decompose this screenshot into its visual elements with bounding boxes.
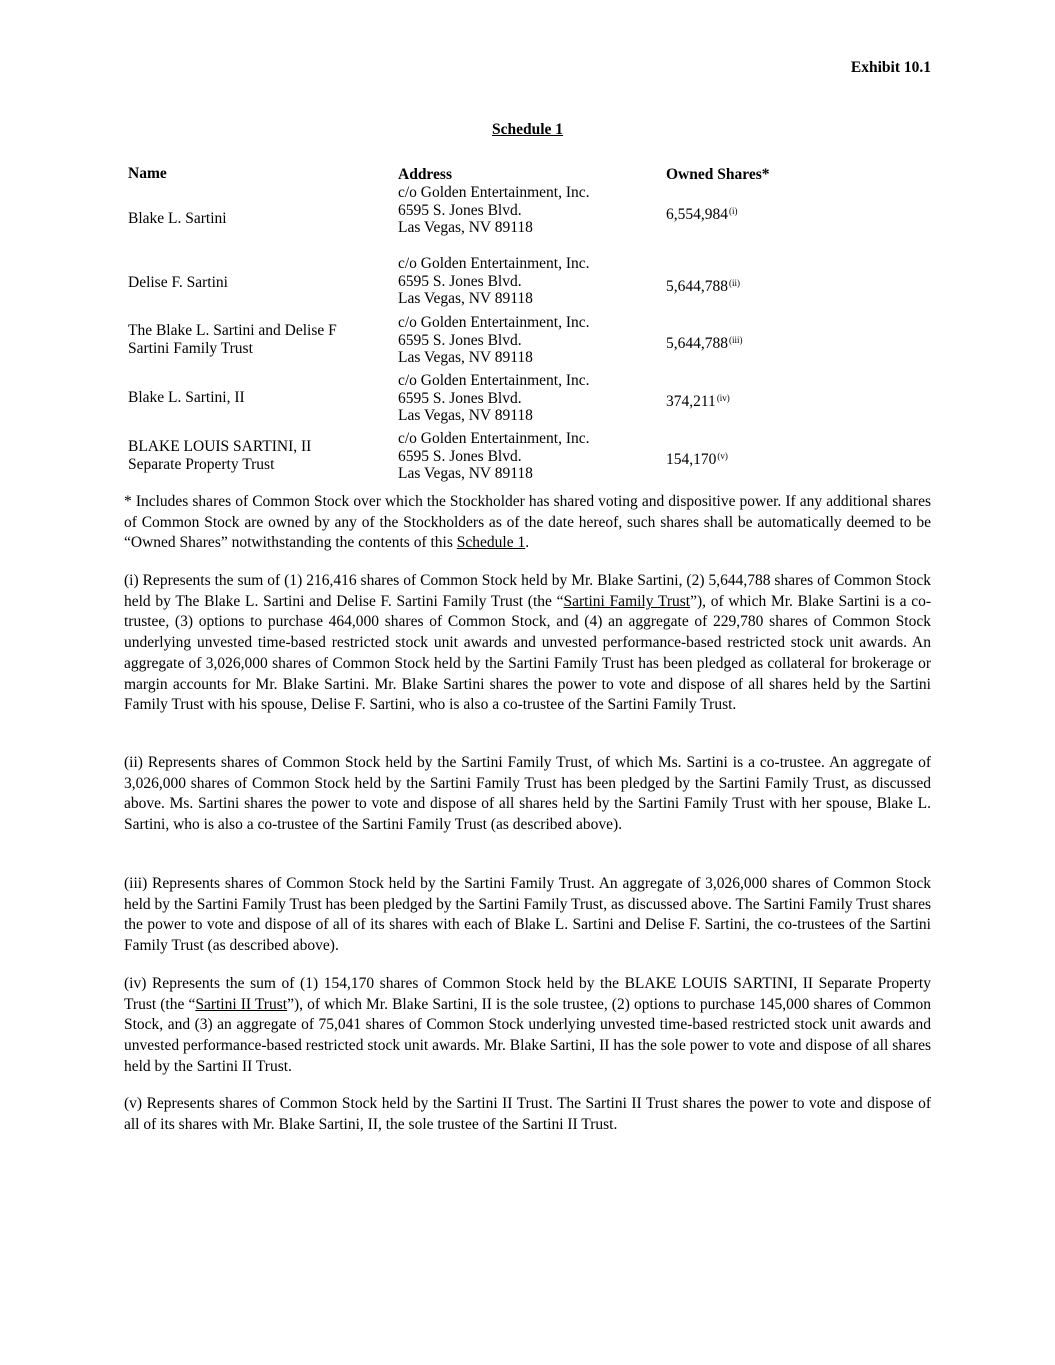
footnote-owned-shares: * Includes shares of Common Stock over which the Stockholder has shared voting and dispositive power. If any additional shares of Common Stock are owned by any of the Stockholders as of the date hereof, such shares shall be automatically deemed to be “Owned Shares” notwithstanding the contents of this Schedule 1. xyxy=(124,493,931,552)
column-header-address: Address xyxy=(398,166,452,183)
footnote-i: (i) Represents the sum of (1) 216,416 shares of Common Stock held by Mr. Blake Sartini, (2) 5,644,788 shares of Common Stock held by The Blake L. Sartini and Delise F. Sartini Family Trust (the “Sartini Family Trust”), of which Mr. Blake Sartini is a co-trustee, (3) options to purchase 464,000 shares of Common Stock, and (4) an aggregate of 229,780 shares of Common Stock underlying unvested time-based restricted stock unit awards and unvested performance-based restricted stock unit awards. An aggregate of 3,026,000 shares of Common Stock held by the Sartini Family Trust has been pledged as collateral for brokerage or margin accounts for Mr. Blake Sartini. Mr. Blake Sartini shares the power to vote and dispose of all shares held by the Sartini Family Trust with his spouse, Delise F. Sartini, who is also a co-trustee of the Sartini Family Trust. xyxy=(124,572,931,714)
defined-term: Sartini Family Trust xyxy=(563,592,691,610)
holder-name: Blake L. Sartini, II xyxy=(128,389,245,406)
footnote-iii: (iii) Represents shares of Common Stock held by the Sartini Family Trust. An aggregate of 3,026,000 shares of Common Stock held by the Sartini Family Trust has been pledged by the Sartini Family Trust, as discussed above. The Sartini Family Trust shares the power to vote and dispose of all of its shares with each of Blake L. Sartini and Delise F. Sartini, the co-trustees of the Sartini Family Trust (as described above). xyxy=(124,875,931,955)
footnote-v: (v) Represents shares of Common Stock held by the Sartini II Trust. The Sartini II Trust shares the power to vote and dispose of all of its shares with Mr. Blake Sartini, II, the sole trustee of the Sartini II Trust. xyxy=(124,1095,931,1133)
owned-shares-value: 6,554,984$^{(i)}$ xyxy=(666,206,738,223)
holder-address: c/o Golden Entertainment, Inc. 6595 S. Jones Blvd. Las Vegas, NV 89118 xyxy=(398,255,590,307)
footnote-ref: (i) xyxy=(729,206,738,216)
owned-shares-value: 374,211$^{(iv)}$ xyxy=(666,393,730,410)
holder-address: c/o Golden Entertainment, Inc. 6595 S. Jones Blvd. Las Vegas, NV 89118 xyxy=(398,184,590,236)
schedule-title: Schedule 1 xyxy=(491,121,564,138)
owned-shares-value: 5,644,788$^{(ii)}$ xyxy=(666,278,740,295)
defined-term: Sartini II Trust xyxy=(195,995,288,1013)
holder-name: The Blake L. Sartini and Delise F Sartini Family Trust xyxy=(128,322,337,357)
footnote-ii: (ii) Represents shares of Common Stock held by the Sartini Family Trust, of which Ms. Sartini is a co-trustee. An aggregate of 3,026,000 shares of Common Stock held by the Sartini Family Trust has been pledged by the Sartini Family Trust, as discussed above. Ms. Sartini shares the power to vote and dispose of all shares held by the Sartini Family Trust with her spouse, Blake L. Sartini, who is also a co-trustee of the Sartini Family Trust (as described above). xyxy=(124,754,931,834)
holder-name: BLAKE LOUIS SARTINI, II Separate Property Trust xyxy=(128,438,312,473)
holder-name: Blake L. Sartini xyxy=(128,210,227,227)
exhibit-label: Exhibit 10.1 xyxy=(850,59,931,76)
footnote-iv: (iv) Represents the sum of (1) 154,170 shares of Common Stock held by the BLAKE LOUIS SARTINI, II Separate Property Trust (the “Sartini II Trust”), of which Mr. Blake Sartini, II is the sole trustee, (2) options to purchase 145,000 shares of Common Stock, and (3) an aggregate of 75,041 shares of Common Stock underlying unvested time-based restricted stock unit awards and unvested performance-based restricted stock unit awards. Mr. Blake Sartini, II has the sole power to vote and dispose of all shares held by the Sartini II Trust. xyxy=(124,975,931,1075)
owned-shares-value: 5,644,788$^{(iii)}$ xyxy=(666,335,743,352)
footnote-ref: (iv) xyxy=(716,393,730,403)
holder-address: c/o Golden Entertainment, Inc. 6595 S. Jones Blvd. Las Vegas, NV 89118 xyxy=(398,372,590,424)
holder-address: c/o Golden Entertainment, Inc. 6595 S. Jones Blvd. Las Vegas, NV 89118 xyxy=(398,314,590,366)
owned-shares-value: 154,170$^{(v)}$ xyxy=(666,451,728,468)
footnote-ref: (v) xyxy=(717,451,728,461)
column-header-name: Name xyxy=(128,165,167,182)
schedule-reference: Schedule 1 xyxy=(456,534,526,552)
holder-address: c/o Golden Entertainment, Inc. 6595 S. Jones Blvd. Las Vegas, NV 89118 xyxy=(398,430,590,482)
column-header-owned-shares: Owned Shares* xyxy=(666,166,770,183)
holder-name: Delise F. Sartini xyxy=(128,274,228,291)
footnote-ref: (ii) xyxy=(729,278,740,288)
footnote-ref: (iii) xyxy=(729,335,743,345)
